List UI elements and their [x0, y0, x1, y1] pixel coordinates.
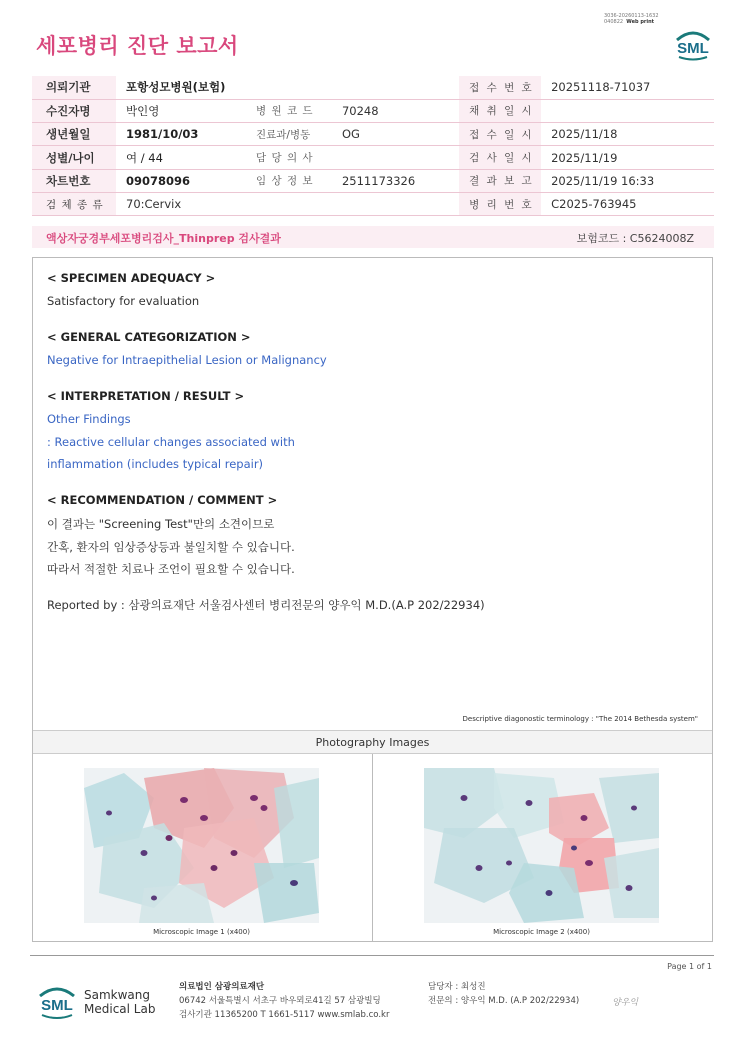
value-pathology-no: C2025-763945 — [541, 192, 714, 215]
footer-staff — [428, 980, 579, 1008]
org-name: 의료법인 삼광의료재단 — [179, 982, 265, 992]
photo-divider — [372, 754, 373, 942]
reported-by: Reported by : 삼광의료재단 서울검사센터 병리전문의 양우익 M.D.(A.P 202/22934) — [47, 598, 485, 612]
interpretation-heading: < INTERPRETATION / RESULT > — [47, 389, 245, 403]
label-patient-name: 수진자명 — [32, 99, 116, 122]
value-physician — [332, 146, 459, 169]
value-clinical-info: 2511173326 — [332, 169, 459, 192]
insurance-code: 보험코드 : C5624008Z — [576, 232, 694, 245]
exam-bar — [32, 226, 714, 248]
print-info — [604, 13, 659, 25]
interpretation-line-1: Other Findings — [47, 412, 131, 426]
report-title: 세포병리 진단 보고서 — [36, 34, 239, 58]
microscopic-image-1 — [84, 768, 319, 923]
label-birth-date: 생년월일 — [32, 123, 116, 146]
svg-text:SML: SML — [41, 997, 73, 1014]
value-patient-name: 박인영 — [116, 99, 242, 122]
brand-name — [84, 988, 155, 1016]
value-requesting-org: 포항성모병원(보험) — [116, 76, 459, 99]
report-body — [32, 257, 713, 942]
comment-line-3: 따라서 적절한 치료나 조언이 필요할 수 있습니다. — [47, 562, 295, 576]
interpretation-line-2: : Reactive cellular changes associated with — [47, 435, 295, 449]
patient-info-table — [32, 76, 714, 216]
exam-name: 액상자궁경부세포병리검사_Thinprep 검사결과 — [46, 232, 281, 245]
sml-logo-icon — [671, 26, 715, 62]
value-result-report: 2025/11/19 16:33 — [541, 169, 714, 192]
signature: 양우익 — [612, 998, 639, 1008]
value-sex-age: 여 / 44 — [116, 146, 242, 169]
label-specimen-type: 검 체 종 류 — [32, 192, 116, 215]
value-chart-no: 09078096 — [116, 169, 242, 192]
microscopic-image-2 — [424, 768, 659, 923]
print-mode: Web print — [626, 19, 655, 25]
label-test-date: 검 사 일 시 — [459, 146, 541, 169]
label-chart-no: 차트번호 — [32, 169, 116, 192]
interpretation-line-3: inflammation (includes typical repair) — [47, 457, 264, 471]
value-accession-no: 20251118-71037 — [541, 76, 714, 99]
label-sex-age: 성별/나이 — [32, 146, 116, 169]
value-collection-date — [541, 99, 714, 122]
brand-line-2: Medical Lab — [84, 1002, 156, 1016]
brand-line-1: Samkwang — [84, 988, 150, 1002]
contact-line: 검사기관 11365200 T 1661-5117 www.smlab.co.kr — [179, 1010, 390, 1020]
comment-line-2: 간혹, 환자의 임상증상등과 불일치할 수 있습니다. — [47, 540, 295, 554]
label-requesting-org: 의뢰기관 — [32, 76, 116, 99]
value-hospital-code: 70248 — [332, 99, 459, 122]
label-pathology-no: 병 리 번 호 — [459, 192, 541, 215]
print-id: 3036-20260113-1632 — [604, 13, 659, 19]
label-result-report: 결 과 보 고 — [459, 169, 541, 192]
comment-line-1: 이 결과는 "Screening Test"만의 소견이므로 — [47, 517, 275, 531]
page-number: Page 1 of 1 — [667, 962, 712, 971]
photo-section-heading: Photography Images — [33, 730, 712, 754]
value-specimen-type: 70:Cervix — [116, 192, 459, 215]
value-received-date: 2025/11/18 — [541, 123, 714, 146]
label-received-date: 접 수 일 시 — [459, 123, 541, 146]
samkwang-logo-icon — [36, 980, 78, 1022]
recommendation-heading: < RECOMMENDATION / COMMENT > — [47, 493, 278, 507]
terminology-note: Descriptive diagonostic terminology : "The 2014 Bethesda system" — [462, 715, 698, 723]
caption-image-2: Microscopic Image 2 (x400) — [493, 928, 590, 936]
print-code: 040822 — [604, 19, 624, 25]
specialist-line: 전문의 : 양우익 M.D. (A.P 202/22934) — [428, 996, 580, 1006]
logo-text: SML — [677, 40, 709, 57]
value-test-date: 2025/11/19 — [541, 146, 714, 169]
label-department: 진료과/병동 — [242, 123, 332, 146]
adequacy-text: Satisfactory for evaluation — [47, 294, 200, 308]
category-text: Negative for Intraepithelial Lesion or Malignancy — [47, 353, 327, 367]
manager-line: 담당자 : 최성진 — [428, 982, 486, 992]
value-birth-date: 1981/10/03 — [116, 123, 242, 146]
address-line: 06742 서울특별시 서초구 바우뫼로41길 57 삼광빌딩 — [179, 996, 381, 1006]
footer-divider — [30, 955, 714, 956]
label-collection-date: 채 취 일 시 — [459, 99, 541, 122]
footer-address — [179, 980, 389, 1022]
label-physician: 담 당 의 사 — [242, 146, 332, 169]
caption-image-1: Microscopic Image 1 (x400) — [153, 928, 250, 936]
label-accession-no: 접 수 번 호 — [459, 76, 541, 99]
label-clinical-info: 임 상 정 보 — [242, 169, 332, 192]
adequacy-heading: < SPECIMEN ADEQUACY > — [47, 271, 216, 285]
category-heading: < GENERAL CATEGORIZATION > — [47, 330, 251, 344]
value-department: OG — [332, 123, 459, 146]
label-hospital-code: 병 원 코 드 — [242, 99, 332, 122]
